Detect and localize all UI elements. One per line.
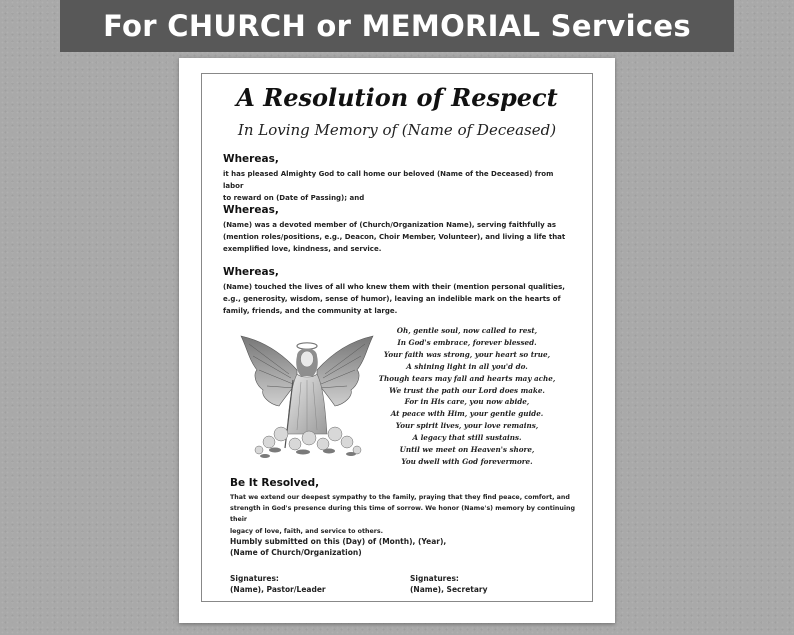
whereas-section-2: [223, 204, 573, 255]
document-title: A Resolution of Respect: [236, 83, 558, 112]
text-line: family, friends, and the community at large.: [223, 306, 398, 315]
memorial-poem: [377, 325, 557, 468]
whereas-section-1: [223, 153, 573, 204]
text-line: it has pleased Almighty God to call home our beloved (Name of the Deceased) from labor: [223, 170, 554, 190]
section-heading: Whereas,: [223, 204, 279, 216]
document-subtitle: In Loving Memory of (Name of Deceased): [237, 121, 557, 139]
section-text: [230, 492, 590, 537]
poem-line: Until we meet on Heaven's shore,: [399, 445, 535, 455]
text-line: That we extend our deepest sympathy to the family, praying that they find peace, comfort, and: [230, 494, 570, 501]
signature-name: (Name), Pastor/Leader: [230, 585, 326, 594]
submission-block: [230, 536, 446, 558]
section-text: [223, 282, 573, 317]
section-heading: Whereas,: [223, 153, 279, 165]
poem-line: Oh, gentle soul, now called to rest,: [396, 326, 538, 335]
text-line: exemplified love, kindness, and service.: [223, 244, 382, 253]
poem-line: You dwell with God forevermore.: [401, 456, 533, 466]
poem-line: Your faith was strong, your heart so true,: [383, 349, 551, 359]
text-line: to reward on (Date of Passing); and: [223, 193, 365, 202]
whereas-section-3: [223, 266, 573, 317]
section-text: [223, 169, 573, 204]
be-it-resolved-section: [230, 477, 590, 537]
banner-text: For CHURCH or MEMORIAL Services: [103, 9, 691, 43]
banner: [60, 0, 734, 52]
poem-line: Though tears may fall and hearts may ache,: [378, 373, 556, 383]
poem-line: For in His care, you now abide,: [404, 397, 530, 407]
signature-label: Signatures:: [410, 574, 459, 583]
poem-line: A legacy that still sustains.: [412, 433, 522, 443]
poem-line: At peace with Him, your gentle guide.: [390, 409, 544, 419]
text-line: legacy of love, faith, and service to others.: [230, 527, 384, 535]
text-line: (Name) was a devoted member of (Church/Organization Name), serving faithfully as: [223, 221, 556, 229]
submitted-line: Humbly submitted on this (Day) of (Month), (Year),: [230, 537, 447, 546]
poem-line: Your spirit lives, your love remains,: [395, 421, 539, 431]
signature-block-secretary: [410, 573, 488, 595]
section-text: [223, 220, 573, 255]
text-line: e.g., generosity, wisdom, sense of humor), leaving an indelible mark on the hearts of: [223, 294, 561, 303]
angel-illustration: [239, 330, 375, 462]
signature-label: Signatures:: [230, 574, 279, 583]
organization-line: (Name of Church/Organization): [230, 548, 362, 557]
text-line: (mention roles/positions, e.g., Deacon, Choir Member, Volunteer), and living a life that: [223, 232, 566, 241]
poem-line: In God's embrace, forever blessed.: [397, 337, 537, 347]
poem-line: We trust the path our Lord does make.: [389, 385, 545, 395]
poem-line: A shining light in all you'd do.: [406, 361, 528, 371]
text-line: (Name) touched the lives of all who knew them with their (mention personal qualities,: [223, 283, 565, 291]
section-heading: Be It Resolved,: [230, 477, 320, 489]
section-heading: Whereas,: [223, 266, 279, 278]
signature-block-pastor: [230, 573, 326, 595]
document-page: [179, 58, 615, 623]
text-line: strength in God's presence during this time of sorrow. We honor (Name's) memory by continuing their: [230, 505, 576, 524]
signature-name: (Name), Secretary: [410, 585, 488, 594]
